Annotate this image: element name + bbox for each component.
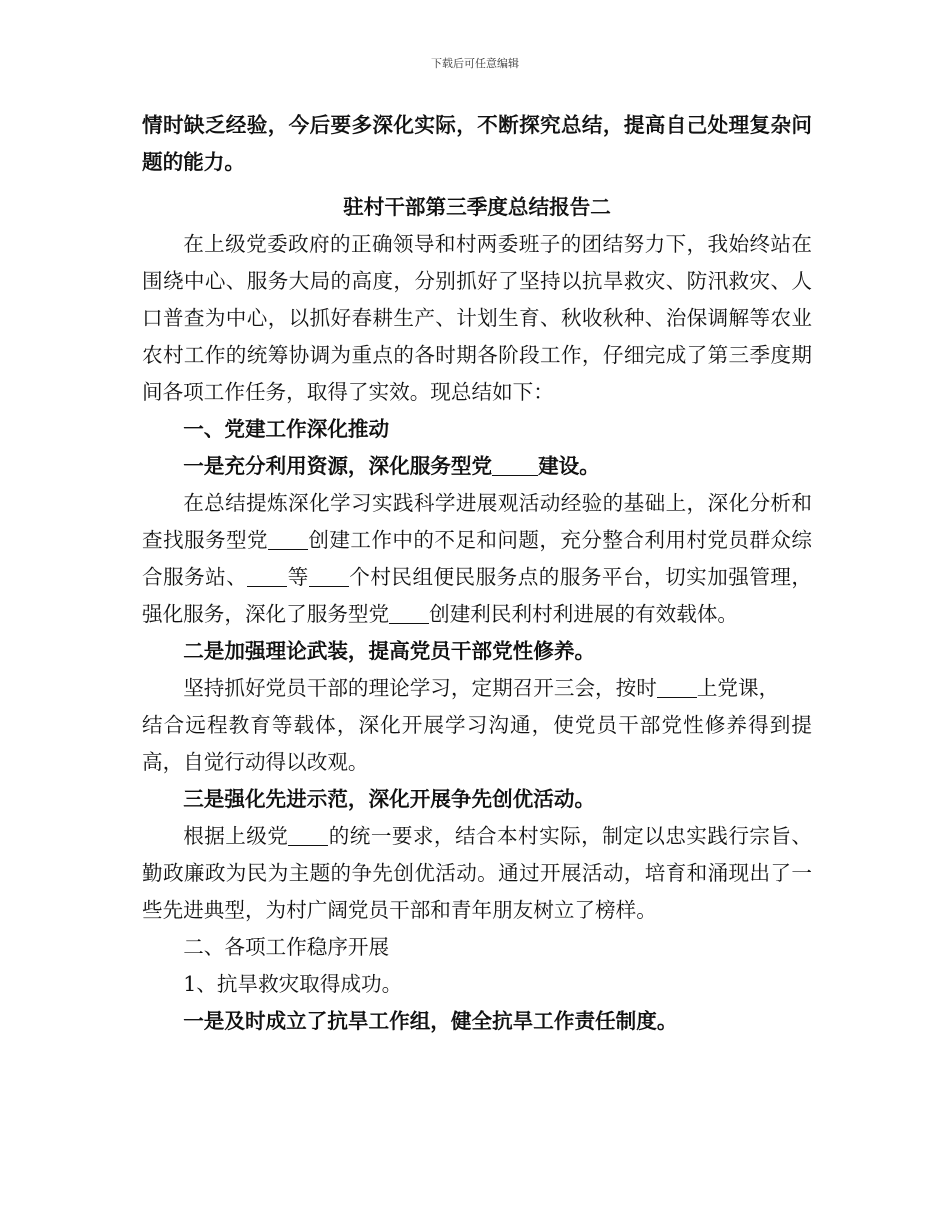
item-1-body-part-d: 个村民组便民服务点的服务平台，切实加强管理，强化服务，深化了服务型党 — [142, 565, 813, 626]
subsection-1-heading: 1、抗旱救灾取得成功。 — [183, 972, 403, 996]
section-1-heading: 一、党建工作深化推动 — [183, 417, 390, 441]
item-1-heading-part-a: 一是充分利用资源，深化服务型党 — [183, 454, 493, 478]
document-body — [142, 107, 812, 1040]
blank-underline — [288, 824, 328, 846]
continuation-paragraph: 情时缺乏经验，今后要多深化实际，不断探究总结，提高自己处理复杂问题的能力。 — [142, 113, 812, 174]
item-3-body-part-b: 的统一要求，结合本村实际，制定以忠实践行宗旨、勤政廉政为民为主题的争先创优活动。通过开展活动，培育和涌现出了一些先进典型，为村广阔党员干部和青年朋友树立了榜样。 — [142, 824, 813, 922]
blank-underline — [657, 676, 697, 698]
blank-underline — [247, 565, 287, 587]
blank-underline — [389, 602, 429, 624]
item-2-heading: 二是加强理论武装，提高党员干部党性修养。 — [183, 639, 596, 663]
item-1-body — [142, 485, 812, 633]
item-1-heading — [142, 448, 812, 485]
blank-underline — [492, 454, 538, 476]
item-1-body-part-c: 等 — [287, 565, 309, 589]
document-title: 驻村干部第三季度总结报告二 — [343, 195, 611, 219]
item-2-body — [142, 670, 812, 707]
blank-underline — [268, 528, 308, 550]
item-3-body-part-a: 根据上级党 — [183, 824, 289, 848]
item-2-body-part-b: 上党课， — [696, 676, 780, 700]
item-3-heading: 三是强化先进示范，深化开展争先创优活动。 — [183, 787, 596, 811]
subsection-1-item-1-heading: 一是及时成立了抗旱工作组，健全抗旱工作责任制度。 — [183, 1009, 678, 1033]
item-3-body — [142, 818, 812, 929]
section-2-heading: 二、各项工作稳序开展 — [183, 935, 390, 959]
item-1-body-part-b: 创建工作中的不足和问题，充分整合利用村党员群众综合服务站、 — [142, 528, 812, 589]
header-note: 下载后可任意编辑 — [431, 57, 519, 70]
item-1-body-part-e: 创建利民利村利进展的有效载体。 — [429, 602, 739, 626]
item-2-body-continued: 结合远程教育等载体，深化开展学习沟通，使党员干部党性修养得到提高，自觉行动得以改观。 — [142, 713, 812, 774]
blank-underline — [309, 565, 349, 587]
intro-paragraph: 在上级党委政府的正确领导和村两委班子的团结努力下，我始终站在围绕中心、服务大局的高度，分别抓好了坚持以抗旱救灾、防汛救灾、人口普查为中心，以抓好春耕生产、计划生育、秋收秋种、治保调解等农业农村工作的统筹协调为重点的各时期各阶段工作，仔细完成了第三季度期间各项工作任务，取得了实效。现总结如下： — [142, 232, 812, 404]
item-1-heading-part-b: 建设。 — [538, 454, 600, 478]
item-1-body-part-a: 在总结提炼深化学习实践科学进展观活动经验的基础上，深化分析和查找服务型党 — [142, 491, 812, 552]
item-2-body-part-a: 坚持抓好党员干部的理论学习，定期召开三会，按时 — [183, 676, 657, 700]
